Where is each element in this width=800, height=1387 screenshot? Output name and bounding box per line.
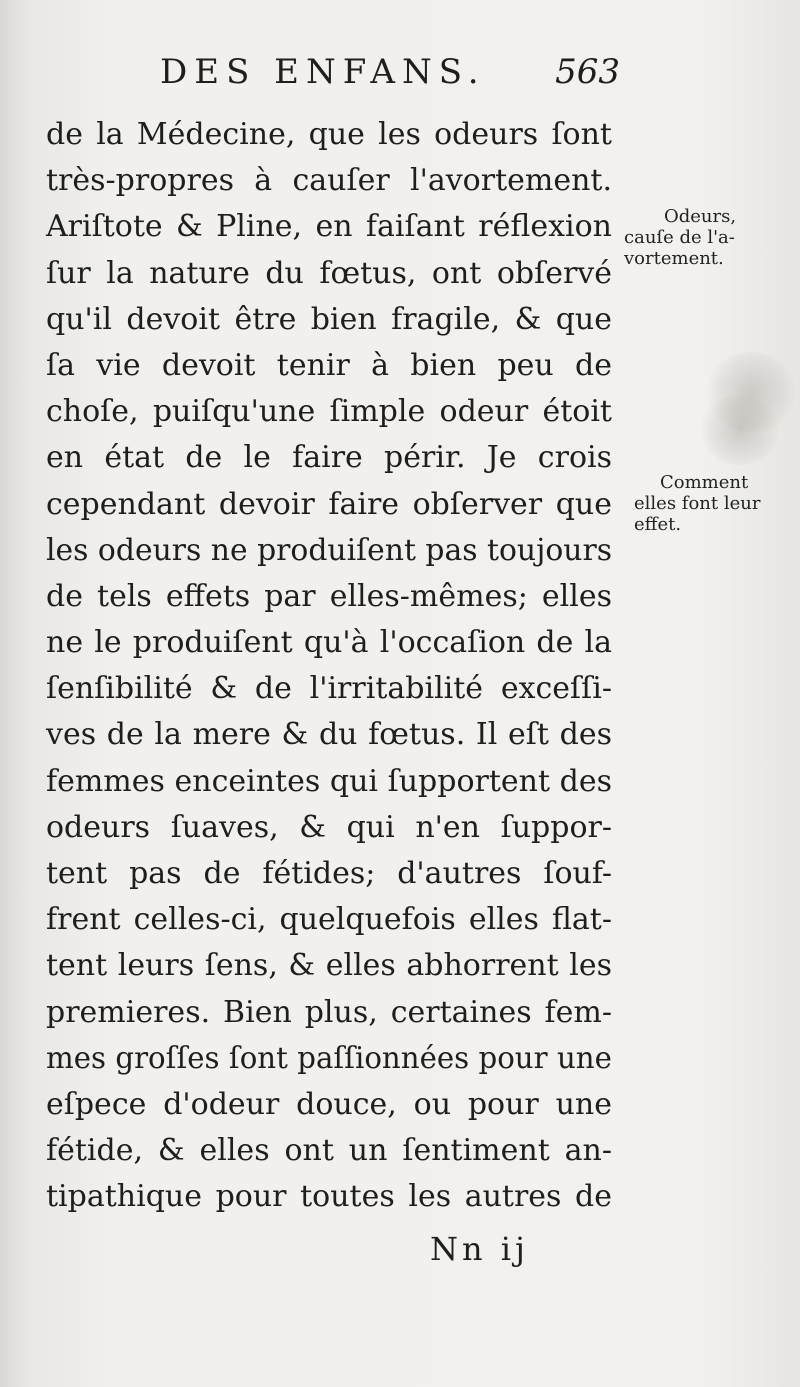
text-line: tent pas de fétides; d'autres ſouf- xyxy=(46,856,612,891)
margin-note xyxy=(634,472,784,535)
text-line: fétide, & elles ont un ſentiment an- xyxy=(46,1133,612,1169)
text-line: en état de le faire périr. Je crois xyxy=(46,440,612,476)
text-line: femmes enceintes qui ſupportent des xyxy=(46,763,612,799)
text-line: les odeurs ne produiſent pas toujours xyxy=(46,532,613,568)
text-line: de tels effets par elles-mêmes; elles xyxy=(46,578,612,614)
margin-note-line: Comment xyxy=(660,472,749,493)
text-line: tipathique pour toutes les autres de xyxy=(46,1179,612,1215)
margin-note xyxy=(624,206,774,269)
text-line: tent leurs ſens, & elles abhorrent les xyxy=(46,948,612,984)
margin-note-line: vortement. xyxy=(624,248,724,269)
margin-note-line: effet. xyxy=(634,514,682,535)
catchword: Nn ij xyxy=(430,1230,529,1268)
text-line: frent celles-ci, quelquefois elles flat- xyxy=(46,902,612,938)
text-line: choſe, puiſqu'une ſimple odeur étoit xyxy=(46,394,612,430)
text-line: très-propres à cauſer l'avortement. xyxy=(46,163,612,199)
paper-stain xyxy=(700,395,780,465)
text-line: ne le produiſent qu'à l'occaſion de la xyxy=(46,625,612,661)
text-line: qu'il devoit être bien fragile, & que xyxy=(46,301,612,337)
text-line: odeurs ſuaves, & qui n'en ſuppor- xyxy=(46,809,612,845)
text-line: mes groſſes ſont paſſionnées pour une xyxy=(46,1040,612,1076)
text-line: ves de la mere & du fœtus. Il eſt des xyxy=(46,717,612,753)
text-line: premieres. Bien plus, certaines fem- xyxy=(46,994,612,1030)
margin-note-line: Odeurs, xyxy=(664,206,737,227)
text-line: eſpece d'odeur douce, ou pour une xyxy=(46,1086,612,1122)
running-title: DES ENFANS. xyxy=(160,52,486,92)
margin-note-line: elles font leur xyxy=(634,493,761,514)
margin-note-line: cauſe de l'a- xyxy=(624,227,735,248)
body-text xyxy=(46,112,612,1221)
page-number: 563 xyxy=(555,52,620,92)
text-line: ſur la nature du fœtus, ont obſervé xyxy=(46,255,612,291)
text-line: de la Médecine, que les odeurs ſont xyxy=(46,117,612,152)
text-line: Ariſtote & Pline, en faiſant réflexion xyxy=(46,209,612,245)
text-line: ſa vie devoit tenir à bien peu de xyxy=(46,347,612,383)
page-header xyxy=(160,52,620,102)
text-line: cependant devoir faire obſerver que xyxy=(46,486,612,522)
text-line: ſenſibilité & de l'irritabilité exceſſi- xyxy=(46,671,612,707)
